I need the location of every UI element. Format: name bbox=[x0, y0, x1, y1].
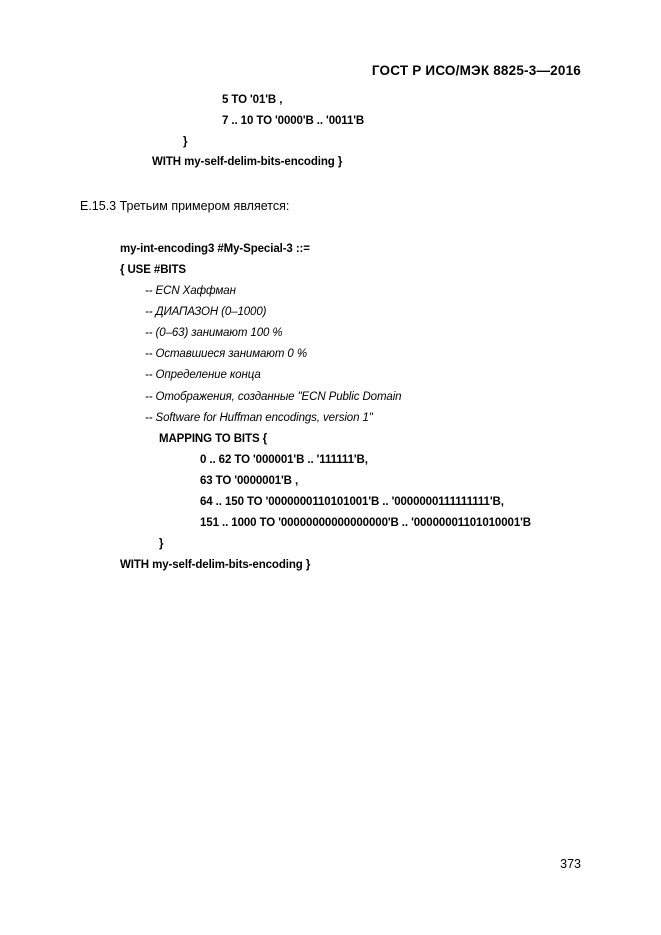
code-line: 7 .. 10 TO '0000'B .. '0011'B bbox=[222, 115, 365, 127]
code-brace-close: } bbox=[159, 538, 164, 550]
code-brace-close: } bbox=[183, 136, 188, 148]
code-use-line: { USE #BITS bbox=[120, 264, 187, 276]
code-line: WITH my-self-delim-bits-encoding } bbox=[152, 156, 343, 168]
section-paragraph bbox=[80, 200, 289, 213]
code-comment: -- ДИАПАЗОН (0–1000) bbox=[145, 306, 267, 318]
document-header: ГОСТ Р ИСО/МЭК 8825-3—2016 bbox=[371, 63, 581, 78]
code-line: 5 TO '01'B , bbox=[222, 94, 283, 106]
code-mapping-open: MAPPING TO BITS { bbox=[159, 433, 267, 445]
code-mapping-line: 64 .. 150 TO '0000000110101001'B .. '0000000111111111'B, bbox=[200, 496, 504, 508]
section-number: E.15.3 bbox=[80, 199, 117, 213]
code-mapping-line: 0 .. 62 TO '000001'B .. '111111'B, bbox=[200, 454, 368, 466]
code-comment: -- (0–63) занимают 100 % bbox=[145, 327, 283, 339]
code-definition: my-int-encoding3 #My-Special-3 ::= bbox=[120, 243, 310, 255]
section-text: Третьим примером является: bbox=[119, 199, 290, 213]
code-mapping-line: 63 TO '0000001'B , bbox=[200, 475, 299, 487]
code-comment: -- Оставшиеся занимают 0 % bbox=[145, 348, 307, 360]
code-mapping-line: 151 .. 1000 TO '00000000000000000'B .. '00000001101010001'B bbox=[200, 517, 531, 529]
code-comment: -- Software for Huffman encodings, version 1" bbox=[145, 412, 373, 424]
code-comment: -- ECN Хаффман bbox=[145, 285, 236, 297]
code-closing-line: WITH my-self-delim-bits-encoding } bbox=[120, 559, 311, 571]
code-comment: -- Отображения, созданные "ECN Public Domain bbox=[145, 391, 402, 403]
code-comment: -- Определение конца bbox=[145, 369, 261, 381]
page-number: 373 bbox=[560, 857, 581, 871]
